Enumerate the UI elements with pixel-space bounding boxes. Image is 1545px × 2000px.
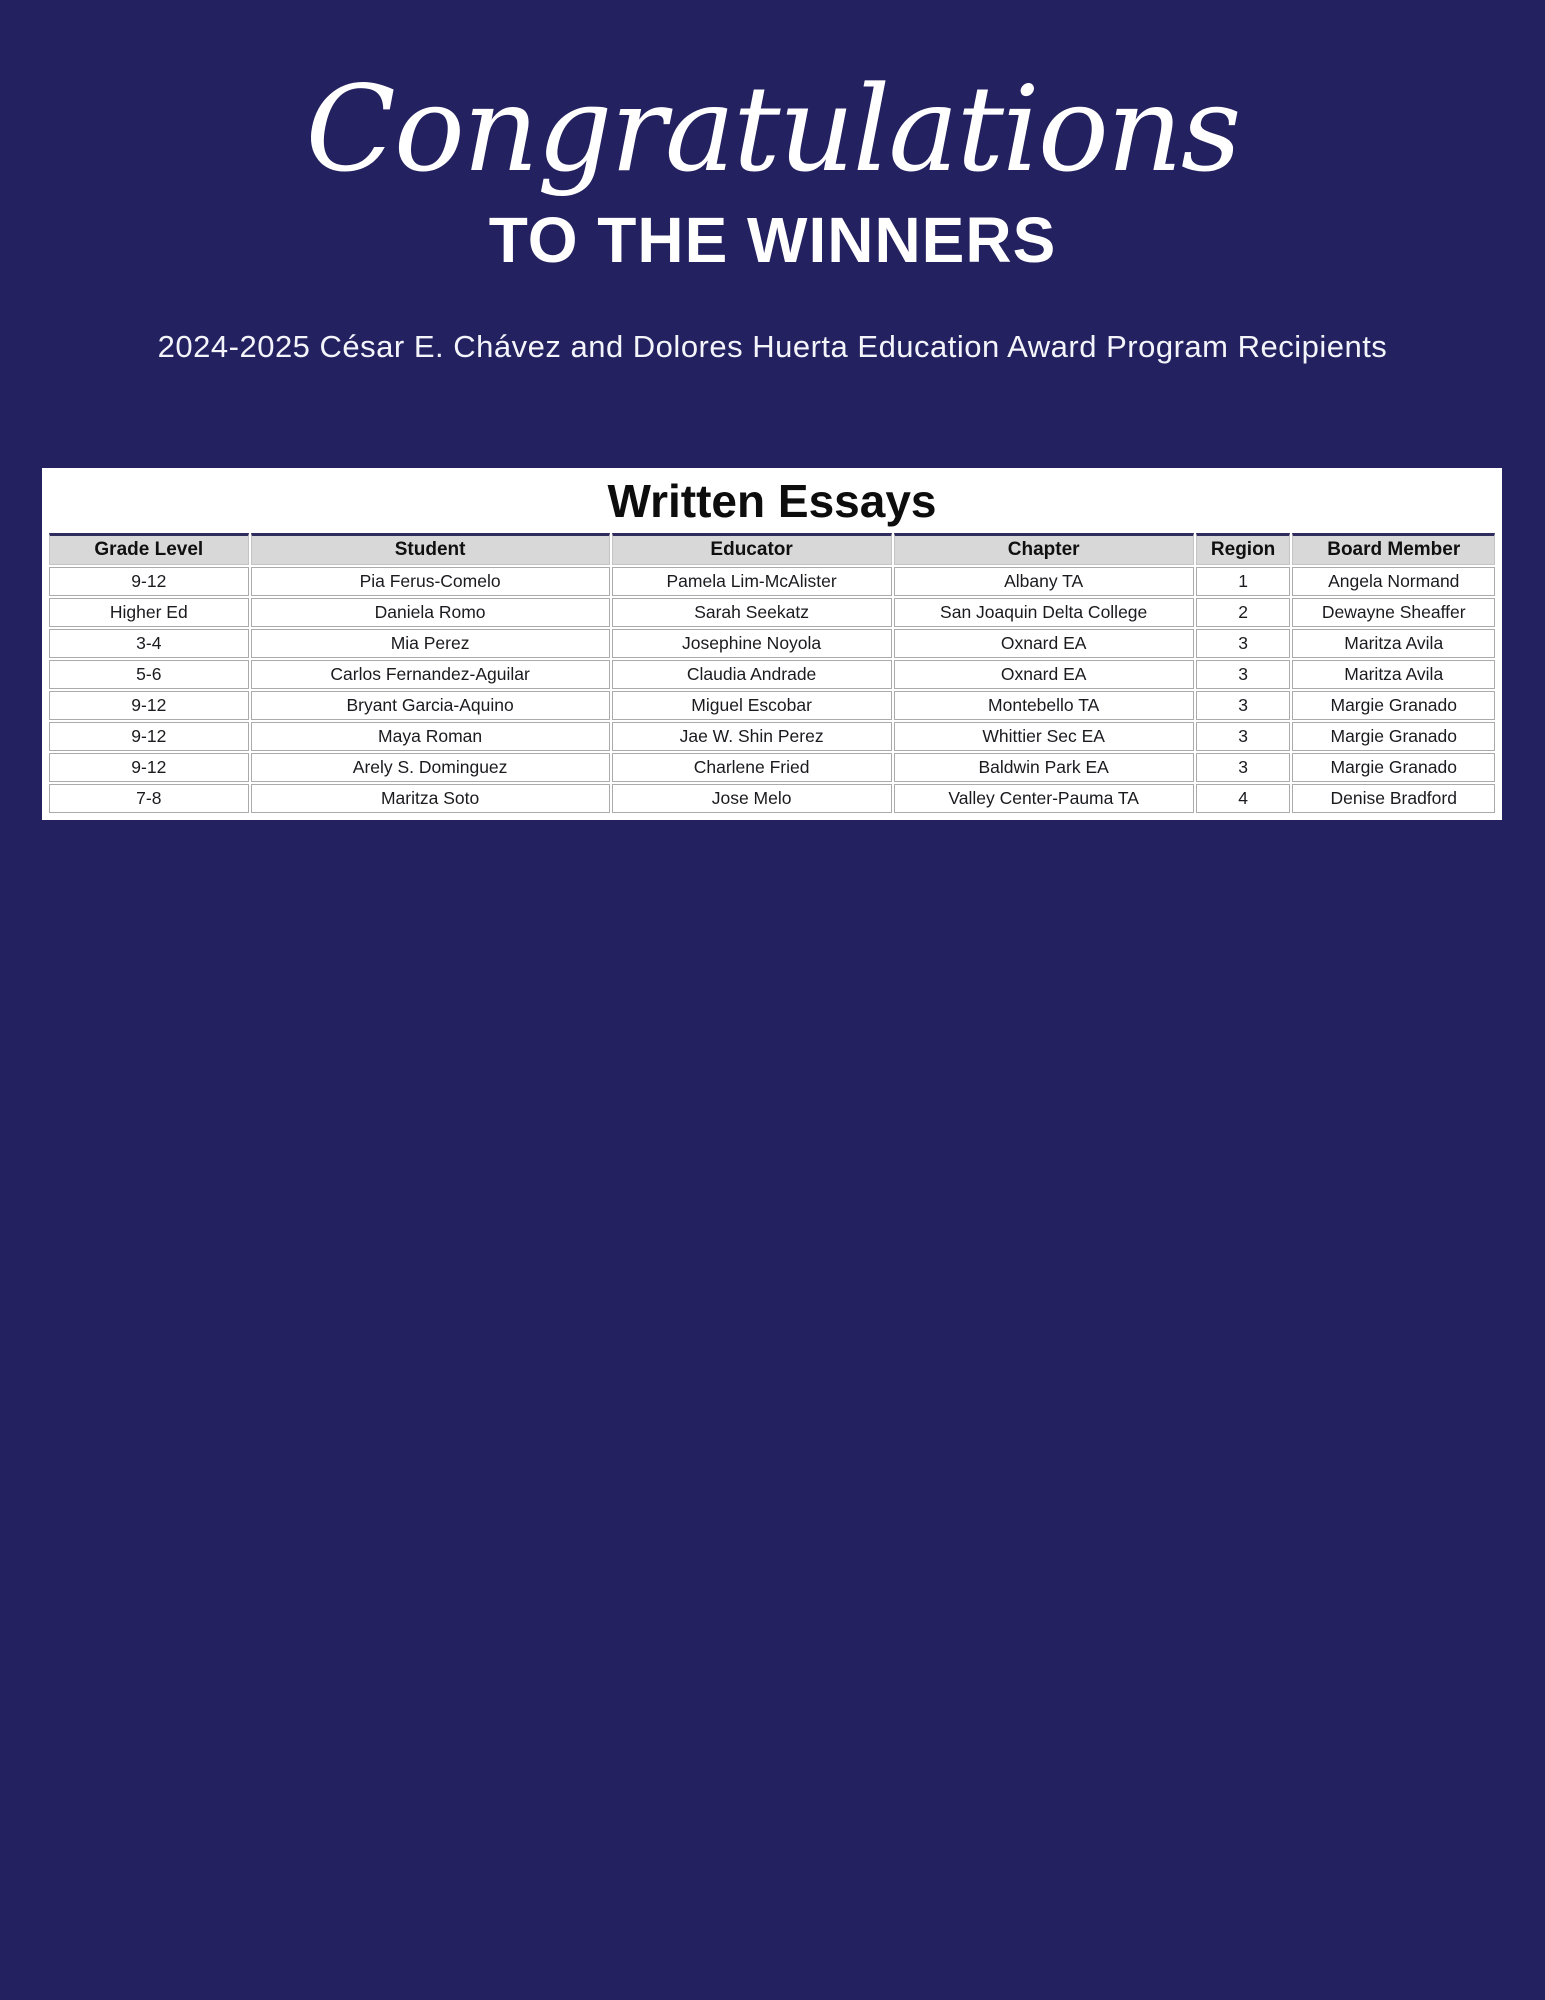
- cell-region: 1: [1196, 567, 1291, 596]
- cell-region: 2: [1196, 598, 1291, 627]
- cell-grade-level: 7-8: [49, 784, 249, 813]
- cell-board-member: Denise Bradford: [1292, 784, 1495, 813]
- table-row: [49, 598, 1495, 627]
- cell-educator: Sarah Seekatz: [612, 598, 892, 627]
- cell-educator: Charlene Fried: [612, 753, 892, 782]
- cell-chapter: Whittier Sec EA: [894, 722, 1194, 751]
- table-row: [49, 722, 1495, 751]
- cell-educator: Josephine Noyola: [612, 629, 892, 658]
- table-row: [49, 691, 1495, 720]
- cell-grade-level: 5-6: [49, 660, 249, 689]
- cell-educator: Claudia Andrade: [612, 660, 892, 689]
- written-essays-title: Written Essays: [607, 475, 937, 527]
- cell-chapter: Baldwin Park EA: [894, 753, 1194, 782]
- table-row: [49, 660, 1495, 689]
- winners-table: [47, 531, 1497, 815]
- cell-chapter: Montebello TA: [894, 691, 1194, 720]
- cell-board-member: Maritza Avila: [1292, 660, 1495, 689]
- cell-chapter: Oxnard EA: [894, 660, 1194, 689]
- cell-student: Carlos Fernandez-Aguilar: [251, 660, 610, 689]
- column-header-board-member: Board Member: [1292, 533, 1495, 565]
- cell-grade-level: 9-12: [49, 753, 249, 782]
- cell-student: Bryant Garcia-Aquino: [251, 691, 610, 720]
- cell-student: Maritza Soto: [251, 784, 610, 813]
- table-row: [49, 753, 1495, 782]
- cell-student: Mia Perez: [251, 629, 610, 658]
- program-recipients-subtitle: 2024-2025 César E. Chávez and Dolores Huerta Education Award Program Recipients: [157, 328, 1388, 364]
- cell-region: 3: [1196, 753, 1291, 782]
- cell-student: Arely S. Dominguez: [251, 753, 610, 782]
- cell-chapter: Oxnard EA: [894, 629, 1194, 658]
- cell-grade-level: Higher Ed: [49, 598, 249, 627]
- cell-student: Pia Ferus-Comelo: [251, 567, 610, 596]
- cell-chapter: Albany TA: [894, 567, 1194, 596]
- cell-chapter: San Joaquin Delta College: [894, 598, 1194, 627]
- cell-grade-level: 9-12: [49, 691, 249, 720]
- cell-grade-level: 3-4: [49, 629, 249, 658]
- cell-board-member: Margie Granado: [1292, 691, 1495, 720]
- cell-board-member: Maritza Avila: [1292, 629, 1495, 658]
- cell-board-member: Margie Granado: [1292, 753, 1495, 782]
- cell-educator: Jae W. Shin Perez: [612, 722, 892, 751]
- cell-region: 3: [1196, 629, 1291, 658]
- cell-student: Maya Roman: [251, 722, 610, 751]
- cell-board-member: Margie Granado: [1292, 722, 1495, 751]
- column-header-chapter: Chapter: [894, 533, 1194, 565]
- cell-region: 3: [1196, 722, 1291, 751]
- column-header-grade-level: Grade Level: [49, 533, 249, 565]
- column-header-educator: Educator: [612, 533, 892, 565]
- written-essays-card: [42, 468, 1502, 820]
- cell-region: 3: [1196, 691, 1291, 720]
- cell-educator: Pamela Lim-McAlister: [612, 567, 892, 596]
- congratulations-script-heading: Congratulations: [305, 60, 1240, 198]
- cell-board-member: Dewayne Sheaffer: [1292, 598, 1495, 627]
- cell-educator: Miguel Escobar: [612, 691, 892, 720]
- to-the-winners-heading: TO THE WINNERS: [488, 203, 1057, 276]
- cell-region: 4: [1196, 784, 1291, 813]
- cell-educator: Jose Melo: [612, 784, 892, 813]
- column-header-region: Region: [1196, 533, 1291, 565]
- table-header-row: [49, 533, 1495, 565]
- cell-region: 3: [1196, 660, 1291, 689]
- cell-grade-level: 9-12: [49, 722, 249, 751]
- table-row: [49, 629, 1495, 658]
- table-row: [49, 567, 1495, 596]
- table-row: [49, 784, 1495, 813]
- cell-student: Daniela Romo: [251, 598, 610, 627]
- column-header-student: Student: [251, 533, 610, 565]
- cell-grade-level: 9-12: [49, 567, 249, 596]
- cell-board-member: Angela Normand: [1292, 567, 1495, 596]
- cell-chapter: Valley Center-Pauma TA: [894, 784, 1194, 813]
